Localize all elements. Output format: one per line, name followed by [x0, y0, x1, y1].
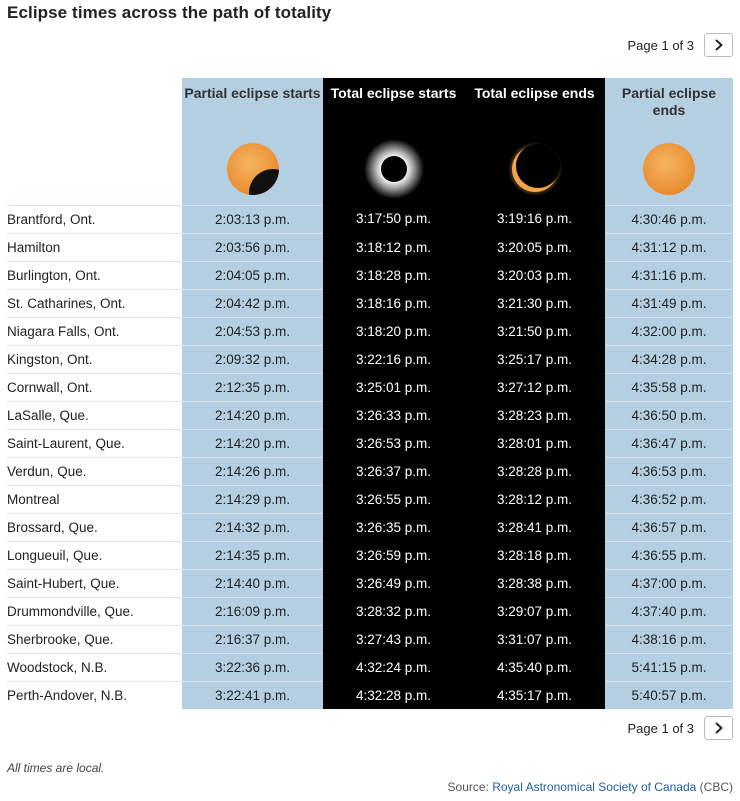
total-start-cell: 4:32:24 p.m.: [323, 653, 464, 681]
total-start-cell: 3:26:37 p.m.: [323, 457, 464, 485]
total-start-cell: 3:26:33 p.m.: [323, 401, 464, 429]
partial-end-cell: 4:36:52 p.m.: [605, 485, 733, 513]
pagination-bottom: [628, 716, 734, 740]
total-end-cell: 3:29:07 p.m.: [464, 597, 605, 625]
partial-start-cell: 2:14:20 p.m.: [182, 401, 323, 429]
total-end-cell: 3:28:01 p.m.: [464, 429, 605, 457]
table-row: [7, 569, 733, 597]
table-row: [7, 289, 733, 317]
total-start-cell: 3:28:32 p.m.: [323, 597, 464, 625]
location-cell: Burlington, Ont.: [7, 261, 182, 289]
partial-end-cell: 4:36:50 p.m.: [605, 401, 733, 429]
total-start-cell: 3:26:49 p.m.: [323, 569, 464, 597]
source-prefix: Source:: [447, 780, 493, 794]
pagination-top: [628, 33, 734, 57]
total-start-cell: 3:17:50 p.m.: [323, 205, 464, 233]
total-end-cell: 3:19:16 p.m.: [464, 205, 605, 233]
location-cell: Perth-Andover, N.B.: [7, 681, 182, 709]
total-start-cell: 3:27:43 p.m.: [323, 625, 464, 653]
total-start-cell: 3:26:55 p.m.: [323, 485, 464, 513]
total-end-cell: 3:28:12 p.m.: [464, 485, 605, 513]
partial-start-cell: 2:14:35 p.m.: [182, 541, 323, 569]
location-cell: Brossard, Que.: [7, 513, 182, 541]
partial-end-cell: 4:31:16 p.m.: [605, 261, 733, 289]
page-indicator: Page 1 of 3: [627, 37, 694, 53]
location-cell: Verdun, Que.: [7, 457, 182, 485]
total-start-cell: 3:26:59 p.m.: [323, 541, 464, 569]
header-total-start: [323, 78, 464, 205]
table-row: [7, 429, 733, 457]
total-end-cell: 4:35:17 p.m.: [464, 681, 605, 709]
location-cell: St. Catharines, Ont.: [7, 289, 182, 317]
partial-start-cell: 2:14:26 p.m.: [182, 457, 323, 485]
table-row: [7, 401, 733, 429]
partial-start-cell: 2:16:37 p.m.: [182, 625, 323, 653]
source-link[interactable]: Royal Astronomical Society of Canada: [492, 780, 697, 794]
total-end-cell: 4:35:40 p.m.: [464, 653, 605, 681]
partial-end-cell: 4:38:16 p.m.: [605, 625, 733, 653]
table-row: [7, 681, 733, 709]
total-end-cell: 3:21:50 p.m.: [464, 317, 605, 345]
chevron-right-icon: [714, 722, 724, 734]
partial-end-cell: 4:31:49 p.m.: [605, 289, 733, 317]
partial-start-cell: 2:14:29 p.m.: [182, 485, 323, 513]
partial-end-cell: 4:30:46 p.m.: [605, 205, 733, 233]
total-end-cell: 3:28:38 p.m.: [464, 569, 605, 597]
table-row: [7, 541, 733, 569]
partial-end-cell: 4:37:00 p.m.: [605, 569, 733, 597]
location-cell: Drummondville, Que.: [7, 597, 182, 625]
total-end-cell: 3:25:17 p.m.: [464, 345, 605, 373]
partial-end-cell: 5:41:15 p.m.: [605, 653, 733, 681]
partial-end-cell: 4:36:57 p.m.: [605, 513, 733, 541]
location-cell: Kingston, Ont.: [7, 345, 182, 373]
table-row: [7, 261, 733, 289]
location-cell: Niagara Falls, Ont.: [7, 317, 182, 345]
header-label: Total eclipse starts: [330, 85, 457, 101]
partial-end-cell: 4:32:00 p.m.: [605, 317, 733, 345]
partial-start-cell: 3:22:41 p.m.: [182, 681, 323, 709]
total-start-cell: 3:18:20 p.m.: [323, 317, 464, 345]
partial-start-cell: 2:04:42 p.m.: [182, 289, 323, 317]
total-start-cell: 3:26:35 p.m.: [323, 513, 464, 541]
location-cell: Montreal: [7, 485, 182, 513]
partial-end-cell: 4:34:28 p.m.: [605, 345, 733, 373]
partial-end-cell: 4:31:12 p.m.: [605, 233, 733, 261]
partial-start-cell: 2:03:13 p.m.: [182, 205, 323, 233]
header-label: Partial eclipse ends: [621, 85, 717, 118]
total-start-cell: 3:18:12 p.m.: [323, 233, 464, 261]
partial-start-cell: 2:04:05 p.m.: [182, 261, 323, 289]
partial-start-cell: 2:12:35 p.m.: [182, 373, 323, 401]
table-row: [7, 317, 733, 345]
partial-end-cell: 4:36:47 p.m.: [605, 429, 733, 457]
total-eclipse-corona-icon: [364, 139, 424, 199]
partial-end-cell: 4:36:53 p.m.: [605, 457, 733, 485]
partial-eclipse-start-icon: [223, 139, 283, 199]
location-cell: Cornwall, Ont.: [7, 373, 182, 401]
table-row: [7, 597, 733, 625]
partial-end-cell: 5:40:57 p.m.: [605, 681, 733, 709]
total-end-cell: 3:27:12 p.m.: [464, 373, 605, 401]
table-row: [7, 513, 733, 541]
total-end-cell: 3:28:41 p.m.: [464, 513, 605, 541]
header-total-end: [464, 78, 605, 205]
location-header: [7, 78, 182, 205]
location-cell: Sherbrooke, Que.: [7, 625, 182, 653]
total-end-cell: 3:31:07 p.m.: [464, 625, 605, 653]
total-end-cell: 3:20:05 p.m.: [464, 233, 605, 261]
total-end-cell: 3:21:30 p.m.: [464, 289, 605, 317]
table-row: [7, 233, 733, 261]
header-partial-end: [605, 78, 733, 205]
next-page-button[interactable]: [704, 33, 733, 57]
partial-end-cell: 4:37:40 p.m.: [605, 597, 733, 625]
table-row: [7, 485, 733, 513]
table-row: [7, 373, 733, 401]
header-label: Total eclipse ends: [474, 85, 595, 101]
table-header-row: [7, 78, 733, 205]
partial-start-cell: 2:14:20 p.m.: [182, 429, 323, 457]
eclipse-times-table: [7, 78, 733, 709]
partial-start-cell: 2:04:53 p.m.: [182, 317, 323, 345]
location-cell: Saint-Hubert, Que.: [7, 569, 182, 597]
header-partial-start: [182, 78, 323, 205]
partial-start-cell: 2:14:32 p.m.: [182, 513, 323, 541]
partial-start-cell: 2:03:56 p.m.: [182, 233, 323, 261]
page-indicator: Page 1 of 3: [627, 720, 694, 736]
table-row: [7, 457, 733, 485]
location-cell: LaSalle, Que.: [7, 401, 182, 429]
location-cell: Hamilton: [7, 233, 182, 261]
location-cell: Longueuil, Que.: [7, 541, 182, 569]
partial-start-cell: 2:09:32 p.m.: [182, 345, 323, 373]
total-end-cell: 3:28:28 p.m.: [464, 457, 605, 485]
page-title: Eclipse times across the path of totality: [7, 3, 332, 22]
total-eclipse-end-crescent-icon: [505, 139, 565, 199]
next-page-button[interactable]: [704, 716, 733, 740]
total-end-cell: 3:28:23 p.m.: [464, 401, 605, 429]
table-row: [7, 653, 733, 681]
header-label: Partial eclipse starts: [184, 85, 321, 101]
partial-start-cell: 2:16:09 p.m.: [182, 597, 323, 625]
total-start-cell: 3:18:16 p.m.: [323, 289, 464, 317]
table-row: [7, 625, 733, 653]
partial-end-cell: 4:36:55 p.m.: [605, 541, 733, 569]
total-start-cell: 3:25:01 p.m.: [323, 373, 464, 401]
total-start-cell: 3:18:28 p.m.: [323, 261, 464, 289]
partial-start-cell: 2:14:40 p.m.: [182, 569, 323, 597]
source-credit: [448, 780, 733, 794]
footnote: All times are local.: [7, 761, 105, 775]
location-cell: Saint-Laurent, Que.: [7, 429, 182, 457]
full-sun-icon: [639, 139, 699, 199]
total-start-cell: 3:22:16 p.m.: [323, 345, 464, 373]
location-cell: Brantford, Ont.: [7, 205, 182, 233]
location-cell: Woodstock, N.B.: [7, 653, 182, 681]
partial-start-cell: 3:22:36 p.m.: [182, 653, 323, 681]
source-suffix: (CBC): [696, 780, 733, 794]
table-row: [7, 205, 733, 233]
chevron-right-icon: [714, 39, 724, 51]
partial-end-cell: 4:35:58 p.m.: [605, 373, 733, 401]
table-row: [7, 345, 733, 373]
total-end-cell: 3:28:18 p.m.: [464, 541, 605, 569]
total-end-cell: 3:20:03 p.m.: [464, 261, 605, 289]
total-start-cell: 4:32:28 p.m.: [323, 681, 464, 709]
total-start-cell: 3:26:53 p.m.: [323, 429, 464, 457]
